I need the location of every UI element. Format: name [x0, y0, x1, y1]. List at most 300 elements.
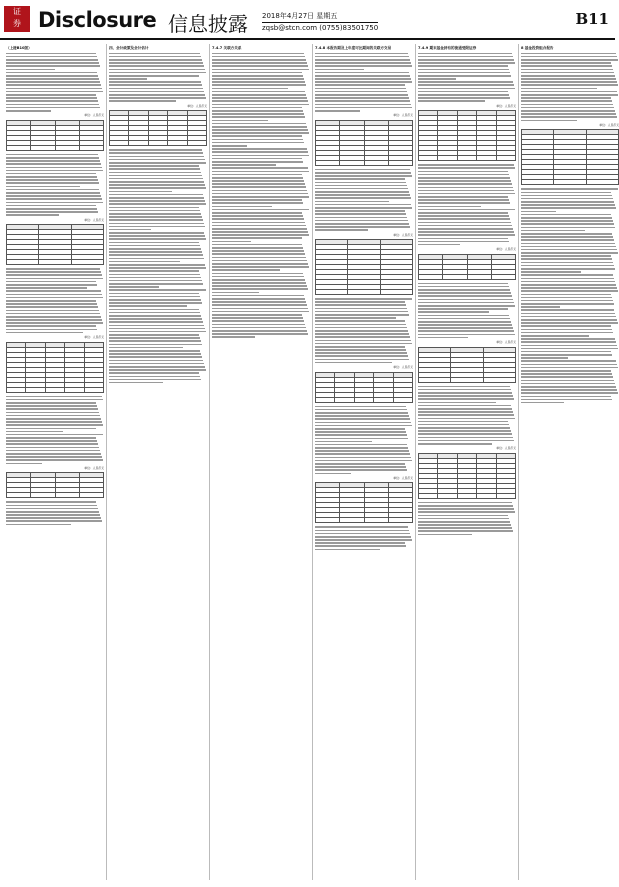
- text-line: [521, 233, 612, 235]
- paragraph: [109, 264, 207, 288]
- text-column: [315, 44, 413, 880]
- text-line: [521, 211, 556, 213]
- text-line: [418, 196, 508, 198]
- text-line: [315, 333, 409, 335]
- text-line: [418, 414, 514, 416]
- text-line: [6, 97, 97, 99]
- text-line: [315, 172, 411, 174]
- table-unit-label: 单位：人民币元: [393, 232, 413, 237]
- table-cell: [496, 493, 515, 498]
- text-line: [212, 317, 303, 319]
- text-line: [6, 195, 101, 197]
- text-line: [315, 453, 410, 455]
- text-line: [315, 56, 409, 58]
- column-heading: 四、会计政策及会计估计: [109, 46, 149, 50]
- text-line: [109, 267, 206, 269]
- text-line: [315, 188, 408, 190]
- paragraph: [315, 320, 413, 363]
- text-line: [212, 123, 306, 125]
- text-line: [109, 296, 200, 298]
- text-line: [6, 189, 99, 191]
- text-line: [418, 389, 511, 391]
- column-heading: （上接B10版）: [6, 46, 32, 50]
- text-line: [6, 154, 98, 156]
- table-row: [419, 493, 516, 498]
- table-unit-label: 单位：人民币元: [84, 465, 104, 470]
- text-line: [521, 97, 611, 99]
- text-line: [109, 360, 203, 362]
- text-line: [212, 62, 307, 64]
- text-line: [418, 183, 512, 185]
- text-line: [521, 338, 615, 340]
- table-cell: [554, 180, 586, 185]
- text-line: [6, 208, 97, 210]
- text-line: [6, 176, 97, 178]
- text-line: [109, 207, 199, 209]
- text-line: [521, 201, 614, 203]
- text-line: [315, 327, 407, 329]
- text-line: [212, 311, 309, 313]
- paragraph: [315, 169, 413, 202]
- text-line: [212, 273, 303, 275]
- text-line: [109, 376, 200, 378]
- text-line: [521, 59, 618, 61]
- text-line: [315, 169, 410, 171]
- contact-info: zqsb@stcn.com (0755)83501750: [262, 24, 379, 32]
- text-line: [418, 408, 512, 410]
- paragraph: [212, 167, 310, 207]
- paragraph: [109, 53, 207, 80]
- text-line: [315, 438, 408, 440]
- text-line: [315, 434, 407, 436]
- text-line: [521, 351, 611, 353]
- text-line: [315, 336, 410, 338]
- paragraph: [315, 526, 413, 550]
- paragraph: [418, 386, 516, 404]
- text-line: [109, 245, 200, 247]
- text-line: [212, 167, 308, 169]
- text-line: [109, 270, 199, 272]
- text-line: [6, 88, 102, 90]
- text-line: [212, 75, 303, 77]
- text-line: [212, 78, 304, 80]
- text-line: [315, 311, 408, 313]
- text-line: [315, 217, 407, 219]
- text-line: [418, 190, 514, 192]
- text-line: [109, 223, 204, 225]
- text-line: [315, 473, 351, 475]
- text-line: [6, 322, 103, 324]
- text-line: [315, 355, 408, 357]
- text-line: [521, 271, 581, 273]
- text-line: [212, 279, 305, 281]
- table-cell: [438, 156, 457, 161]
- text-line: [521, 255, 611, 257]
- text-line: [418, 524, 511, 526]
- text-line: [212, 161, 303, 163]
- text-line: [109, 159, 205, 161]
- table-row: [522, 180, 619, 185]
- text-line: [109, 261, 180, 263]
- table-unit-label: 单位：人民币元: [496, 247, 516, 252]
- text-line: [521, 287, 617, 289]
- text-line: [6, 186, 80, 188]
- table-cell: [522, 180, 554, 185]
- text-line: [6, 517, 101, 519]
- text-line: [212, 295, 304, 297]
- text-line: [6, 415, 100, 417]
- text-line: [418, 315, 509, 317]
- paragraph: [521, 53, 619, 90]
- text-line: [6, 399, 103, 401]
- text-line: [521, 313, 615, 315]
- text-line: [109, 72, 206, 74]
- text-line: [109, 84, 202, 86]
- text-line: [418, 180, 511, 182]
- text-line: [109, 274, 200, 276]
- text-line: [212, 199, 302, 201]
- text-line: [418, 299, 513, 301]
- text-line: [521, 383, 615, 385]
- text-line: [521, 116, 617, 118]
- text-line: [6, 271, 101, 273]
- text-line: [109, 344, 202, 346]
- text-line: [109, 194, 203, 196]
- text-line: [418, 302, 514, 304]
- text-line: [315, 343, 412, 345]
- text-line: [109, 321, 203, 323]
- text-line: [521, 236, 613, 238]
- text-line: [212, 190, 307, 192]
- text-line: [521, 88, 597, 90]
- table-cell: [419, 156, 438, 161]
- text-line: [109, 165, 199, 167]
- text-line: [109, 347, 183, 349]
- text-line: [212, 308, 308, 310]
- text-line: [109, 286, 159, 288]
- text-line: [315, 62, 411, 64]
- text-column: [212, 44, 310, 880]
- text-line: [6, 408, 98, 410]
- text-line: [315, 84, 405, 86]
- text-line: [109, 337, 200, 339]
- text-line: [418, 321, 511, 323]
- text-line: [109, 213, 201, 215]
- text-line: [6, 157, 99, 159]
- text-line: [521, 188, 618, 190]
- text-line: [315, 352, 407, 354]
- table-cell: [457, 493, 476, 498]
- text-line: [6, 424, 103, 426]
- text-line: [315, 425, 412, 427]
- text-line: [418, 244, 460, 246]
- table-unit-label: 单位：人民币元: [599, 122, 619, 127]
- text-line: [6, 434, 103, 436]
- text-line: [109, 309, 199, 311]
- paragraph: [6, 189, 104, 216]
- text-line: [212, 260, 307, 262]
- text-line: [212, 301, 306, 303]
- text-line: [212, 158, 302, 160]
- text-line: [6, 297, 103, 299]
- table-cell: [467, 274, 491, 279]
- table-unit-label: 单位：人民币元: [496, 446, 516, 451]
- table-cell: [168, 141, 187, 146]
- financial-table: [315, 372, 413, 403]
- text-line: [521, 370, 611, 372]
- column-heading: 7.4.9 期末基金持有的流通受限证券: [418, 46, 477, 50]
- text-line: [315, 330, 408, 332]
- text-line: [521, 75, 615, 77]
- text-line: [521, 217, 612, 219]
- text-line: [418, 231, 514, 233]
- text-line: [109, 172, 201, 174]
- text-line: [315, 533, 410, 535]
- text-line: [109, 97, 206, 99]
- text-line: [315, 406, 406, 408]
- text-line: [418, 238, 508, 240]
- text-line: [109, 289, 206, 291]
- text-line: [521, 69, 613, 71]
- text-line: [109, 69, 205, 71]
- text-line: [109, 53, 200, 55]
- text-line: [315, 530, 409, 532]
- paragraph: [521, 214, 619, 232]
- text-line: [212, 263, 308, 265]
- text-line: [212, 218, 304, 220]
- text-line: [315, 53, 408, 55]
- text-line: [418, 427, 510, 429]
- paragraph: [6, 72, 104, 112]
- text-line: [6, 303, 97, 305]
- paragraph: [6, 396, 104, 433]
- table-cell: [79, 145, 103, 150]
- text-line: [6, 332, 83, 334]
- text-line: [315, 450, 409, 452]
- table-cell: [483, 377, 515, 382]
- paragraph: [109, 149, 207, 192]
- text-line: [521, 84, 618, 86]
- issue-info: [262, 11, 378, 33]
- text-line: [418, 392, 512, 394]
- text-line: [212, 116, 305, 118]
- text-line: [521, 249, 617, 251]
- text-line: [315, 415, 409, 417]
- text-line: [212, 129, 308, 131]
- text-line: [418, 289, 510, 291]
- text-line: [315, 72, 409, 74]
- text-line: [109, 325, 204, 327]
- text-line: [418, 78, 456, 80]
- paragraph: [212, 295, 310, 338]
- text-line: [212, 155, 309, 157]
- table-cell: [419, 377, 451, 382]
- text-line: [521, 72, 614, 74]
- text-line: [315, 69, 364, 71]
- text-line: [521, 360, 616, 362]
- text-line: [6, 316, 101, 318]
- text-line: [315, 447, 408, 449]
- logo-glyph: 证: [13, 7, 21, 16]
- text-line: [6, 290, 101, 292]
- table-row: [7, 493, 104, 498]
- table-cell: [586, 180, 618, 185]
- text-line: [315, 65, 412, 67]
- text-line: [212, 183, 305, 185]
- table-cell: [129, 141, 148, 146]
- paragraph: [521, 188, 619, 212]
- text-line: [6, 284, 97, 286]
- text-line: [418, 324, 512, 326]
- table-cell: [354, 397, 373, 402]
- financial-table: [315, 239, 413, 295]
- text-line: [6, 505, 97, 507]
- text-line: [6, 163, 101, 165]
- text-line: [6, 514, 100, 516]
- text-line: [109, 229, 151, 231]
- text-line: [212, 84, 306, 86]
- text-line: [212, 336, 255, 338]
- column-heading: 7.4.7 关联方关系: [212, 46, 242, 50]
- text-line: [521, 258, 612, 260]
- text-line: [109, 216, 202, 218]
- text-line: [109, 81, 201, 83]
- text-line: [6, 202, 103, 204]
- financial-table: [521, 129, 619, 185]
- text-line: [6, 443, 98, 445]
- financial-table: [418, 254, 516, 280]
- text-line: [521, 198, 613, 200]
- text-line: [6, 447, 99, 449]
- text-line: [315, 457, 411, 459]
- paragraph: [315, 444, 413, 474]
- text-line: [6, 453, 101, 455]
- text-line: [418, 337, 468, 339]
- text-line: [315, 197, 411, 199]
- text-line: [521, 332, 613, 334]
- text-line: [6, 268, 100, 270]
- text-line: [6, 214, 59, 216]
- text-line: [109, 331, 206, 333]
- text-line: [6, 192, 100, 194]
- paragraph: [212, 273, 310, 294]
- paragraph: [315, 298, 413, 319]
- text-line: [418, 518, 509, 520]
- text-line: [521, 373, 612, 375]
- text-line: [109, 226, 205, 228]
- text-line: [212, 320, 304, 322]
- text-line: [6, 402, 96, 404]
- text-line: [418, 53, 512, 55]
- table-row: [7, 260, 104, 265]
- text-line: [212, 269, 280, 271]
- text-line: [212, 53, 304, 55]
- text-line: [6, 107, 100, 109]
- table-cell: [419, 493, 438, 498]
- text-line: [418, 418, 515, 420]
- text-line: [212, 100, 308, 102]
- table-unit-label: 单位：人民币元: [496, 103, 516, 108]
- text-line: [109, 238, 206, 240]
- text-line: [315, 542, 405, 544]
- text-line: [418, 97, 510, 99]
- text-line: [315, 110, 360, 112]
- text-line: [315, 207, 412, 209]
- text-line: [521, 107, 614, 109]
- text-line: [109, 56, 201, 58]
- text-line: [418, 202, 510, 204]
- text-line: [315, 210, 405, 212]
- paragraph: [418, 164, 516, 207]
- text-line: [6, 405, 97, 407]
- text-line: [212, 139, 303, 141]
- text-line: [521, 399, 612, 401]
- text-line: [315, 191, 409, 193]
- text-line: [315, 59, 410, 61]
- text-line: [521, 204, 615, 206]
- text-column: [521, 44, 619, 880]
- text-line: [212, 244, 302, 246]
- paragraph: [418, 405, 516, 445]
- text-line: [521, 104, 613, 106]
- text-line: [6, 329, 97, 331]
- text-line: [6, 428, 96, 430]
- text-line: [418, 286, 509, 288]
- text-line: [418, 187, 513, 189]
- table-unit-label: 单位：人民币元: [393, 113, 413, 118]
- text-line: [212, 225, 306, 227]
- text-line: [6, 78, 99, 80]
- text-line: [109, 162, 206, 164]
- paragraph: [6, 53, 104, 71]
- text-line: [109, 184, 205, 186]
- text-line: [6, 274, 102, 276]
- paragraph: [418, 283, 516, 313]
- text-line: [315, 175, 412, 177]
- paragraph: [212, 123, 310, 147]
- text-line: [418, 327, 513, 329]
- paragraph: [315, 406, 413, 443]
- text-line: [418, 430, 511, 432]
- table-cell: [348, 290, 380, 295]
- text-line: [212, 180, 304, 182]
- text-line: [418, 515, 508, 517]
- text-line: [212, 276, 304, 278]
- table-cell: [451, 377, 483, 382]
- text-line: [521, 303, 614, 305]
- text-column: [6, 44, 104, 880]
- text-line: [212, 250, 304, 252]
- text-line: [109, 59, 202, 61]
- text-line: [109, 363, 204, 365]
- text-line: [418, 218, 510, 220]
- text-line: [212, 59, 306, 61]
- text-line: [6, 205, 96, 207]
- table-cell: [71, 260, 103, 265]
- text-line: [521, 195, 612, 197]
- text-line: [109, 334, 199, 336]
- text-line: [521, 316, 616, 318]
- text-line: [521, 389, 617, 391]
- table-unit-label: 单位：人民币元: [84, 113, 104, 118]
- text-line: [418, 65, 508, 67]
- paragraph: [521, 274, 619, 307]
- table-cell: [316, 290, 348, 295]
- paragraph: [109, 81, 207, 102]
- text-line: [521, 94, 618, 96]
- text-line: [418, 62, 515, 64]
- text-line: [212, 234, 309, 236]
